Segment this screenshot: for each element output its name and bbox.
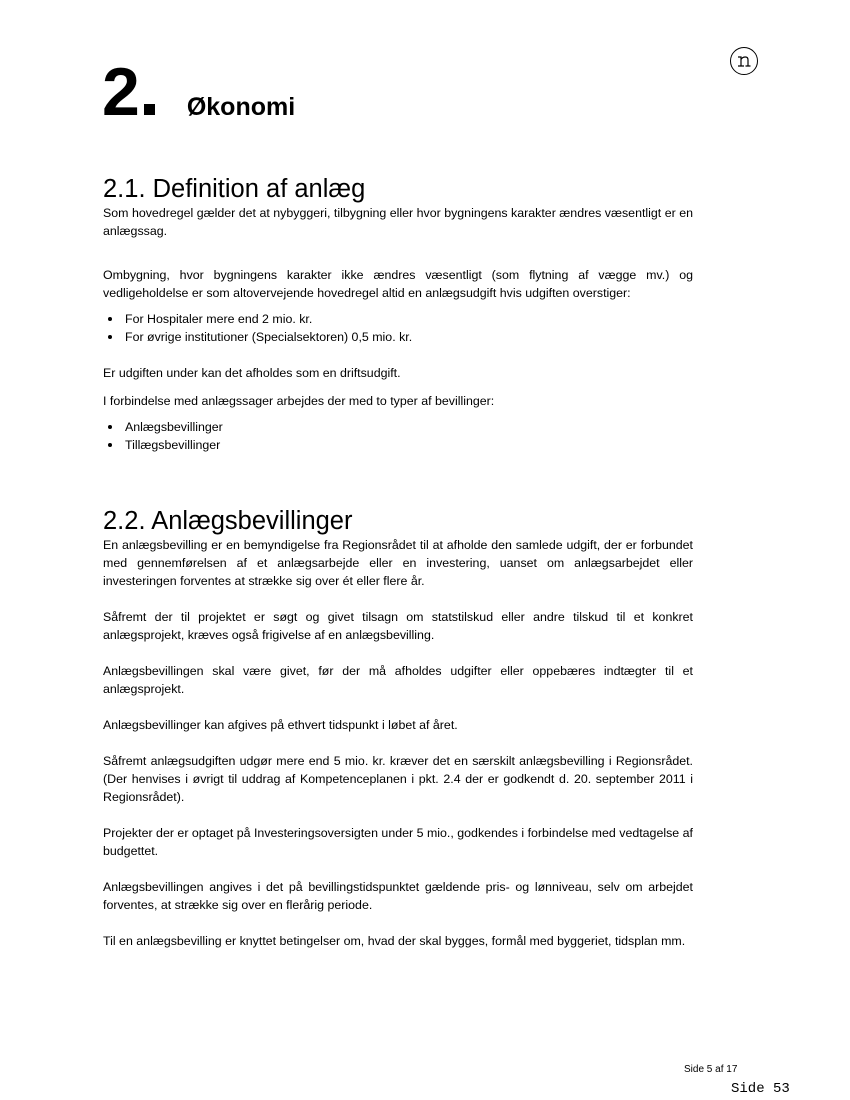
chapter-title: Økonomi bbox=[186, 93, 296, 121]
paragraph: Er udgiften under kan det afholdes som en driftsudgift. bbox=[103, 366, 401, 380]
chapter-number: 2 bbox=[102, 54, 139, 130]
page-number-footer: Side 5 af 17 bbox=[684, 1064, 738, 1075]
chapter-header bbox=[102, 54, 296, 130]
paragraph: Som hovedregel gælder det at nybyggeri, tilbygning eller hvor bygningens karakter ændres væsentligt er en anlægssag. bbox=[103, 206, 693, 238]
section-heading-2-2: 2.2. Anlægsbevillinger bbox=[103, 507, 353, 535]
list-item: Anlægsbevillinger bbox=[103, 418, 693, 436]
paragraph: Til en anlægsbevilling er knyttet betingelser om, hvad der skal bygges, formål med byggeriet, tidsplan mm. bbox=[103, 934, 686, 948]
bullet-list-thresholds bbox=[103, 310, 693, 346]
side-number-stamp: Side 53 bbox=[731, 1081, 790, 1097]
document-body bbox=[103, 174, 693, 950]
list-item: Tillægsbevillinger bbox=[103, 436, 693, 454]
bullet-list-bevillinger bbox=[103, 418, 693, 454]
paragraph: Såfremt der til projektet er søgt og givet tilsagn om statstilskud eller andre tilskud til et konkret anlægsprojekt, kræves også frigivelse af en anlægsbevilling. bbox=[103, 610, 693, 642]
paragraph: Ombygning, hvor bygningens karakter ikke ændres væsentligt (som flytning af vægge mv.) og vedligeholdelse er som altovervejende hovedregel altid en anlægsudgift hvis udgiften overstiger: bbox=[103, 268, 693, 300]
paragraph: En anlægsbevilling er en bemyndigelse fra Regionsrådet til at afholde den samlede udgift, der er forbundet med gennemførelsen af et anlægsarbejde eller en investering, uanset om anlægsarbejdet eller investeringen forventes at strække sig over ét eller flere år. bbox=[103, 538, 693, 588]
paragraph: I forbindelse med anlægssager arbejdes der med to typer af bevillinger: bbox=[103, 394, 495, 408]
paragraph: Anlægsbevillingen skal være givet, før der må afholdes udgifter eller oppebæres indtægter til et anlægsprojekt. bbox=[103, 664, 693, 696]
section-heading-2-1: 2.1. Definition af anlæg bbox=[103, 175, 366, 203]
list-item: For Hospitaler mere end 2 mio. kr. bbox=[103, 310, 693, 328]
list-item: For øvrige institutioner (Specialsektoren) 0,5 mio. kr. bbox=[103, 328, 693, 346]
brand-logo-n-icon bbox=[736, 53, 752, 69]
paragraph: Såfremt anlægsudgiften udgør mere end 5 mio. kr. kræver det en særskilt anlægsbevilling i Regionsrådet. (Der henvises i øvrigt til uddrag af Kompetenceplanen i pkt. 2.4 der er godkendt d. 20. september 2011 i Regionsrådet). bbox=[103, 754, 693, 804]
paragraph: Anlægsbevillinger kan afgives på ethvert tidspunkt i løbet af året. bbox=[103, 718, 458, 732]
brand-logo bbox=[730, 47, 758, 75]
chapter-number-dot bbox=[144, 104, 155, 115]
paragraph: Projekter der er optaget på Investeringsoversigten under 5 mio., godkendes i forbindelse med vedtagelse af budgettet. bbox=[103, 826, 693, 858]
paragraph: Anlægsbevillingen angives i det på bevillingstidspunktet gældende pris- og lønniveau, selv om arbejdet forventes, at strække sig over en flerårig periode. bbox=[103, 880, 693, 912]
